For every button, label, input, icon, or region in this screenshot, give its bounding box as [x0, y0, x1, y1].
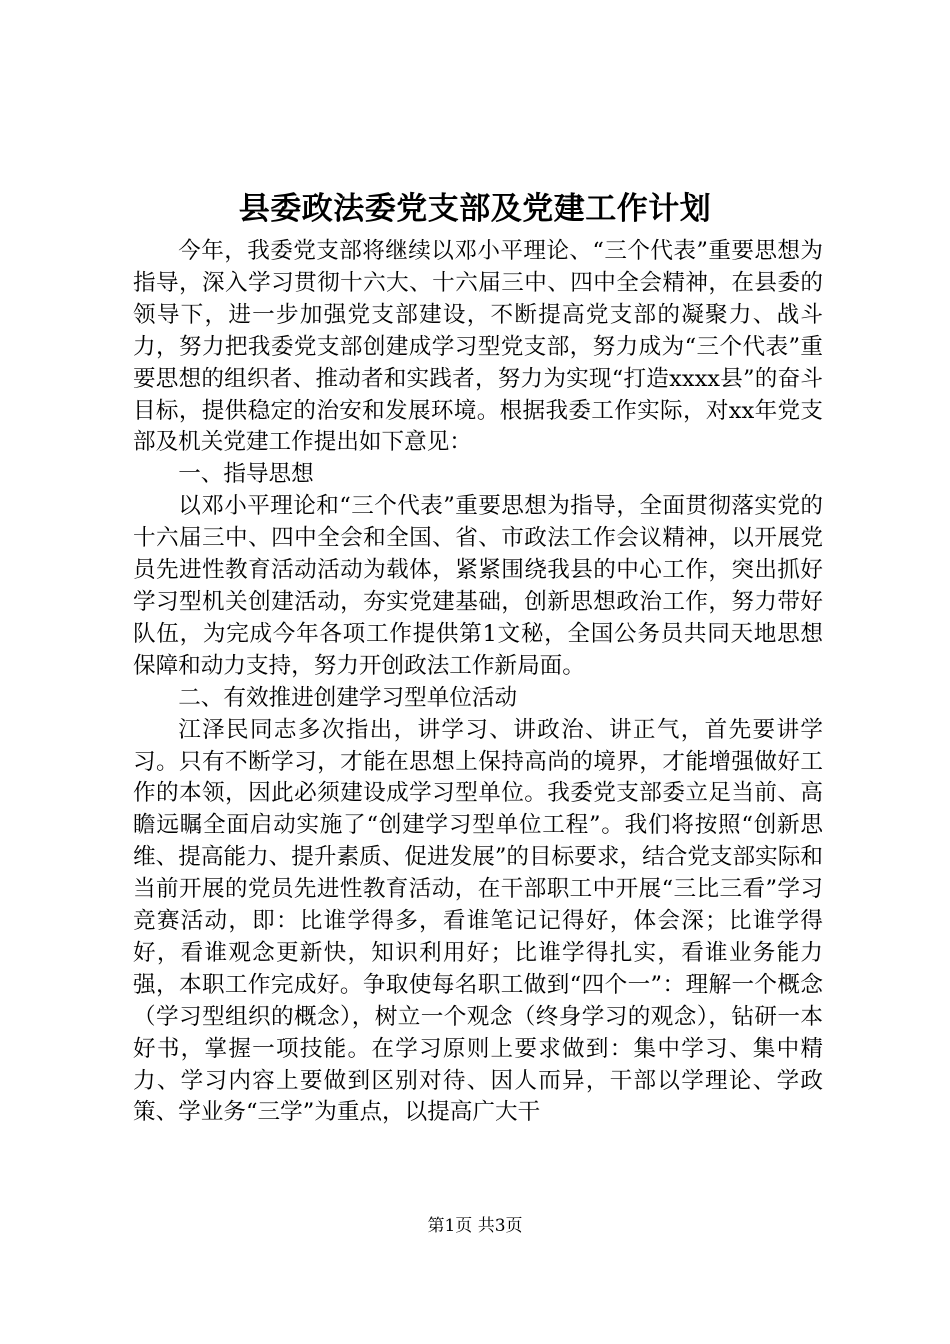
guiding-ideology-paragraph: 以邓小平理论和“三个代表”重要思想为指导，全面贯彻落实党的十六届三中、四中全会和全国、省、市政法工作会议精神，以开展党员先进性教育活动活动为载体，紧紧围绕我县的中心工作，突出抓好学习型机关创建活动，夯实党建基础，创新思想政治工作，努力带好队伍，为完成今年各项工作提供第1文秘，全国公务员共同天地思想保障和动力支持，努力开创政法工作新局面。 [133, 493, 823, 679]
page-footer: 第1页 共3页 [427, 1216, 523, 1236]
intro-paragraph: 今年，我委党支部将继续以邓小平理论、“三个代表”重要思想为指导，深入学习贯彻十六大、十六届三中、四中全会精神，在县委的领导下，进一步加强党支部建设，不断提高党支部的凝聚力、战斗力，努力把我委党支部创建成学习型党支部，努力成为“三个代表”重要思想的组织者、推动者和实践者，努力为实现“打造xxxx县”的奋斗目标，提供稳定的治安和发展环境。根据我委工作实际，对xx年党支部及机关党建工作提出如下意见： [133, 238, 823, 456]
document-body [133, 236, 823, 1129]
section-heading-learning-unit: 二、有效推进创建学习型单位活动 [178, 684, 518, 711]
document-title: 县委政法委党支部及党建工作计划 [238, 191, 712, 227]
learning-unit-paragraph: 江泽民同志多次指出，讲学习、讲政治、讲正气，首先要讲学习。只有不断学习，才能在思想上保持高尚的境界，才能增强做好工作的本领，因此必须建设成学习型单位。我委党支部委立足当前、高瞻远瞩全面启动实施了“创建学习型单位工程”。我们将按照“创新思维、提高能力、提升素质、促进发展”的目标要求，结合党支部实际和当前开展的党员先进性教育活动，在干部职工中开展“三比三看”学习竞赛活动，即：比谁学得多，看谁笔记记得好，体会深；比谁学得好，看谁观念更新快，知识利用好；比谁学得扎实，看谁业务能力强，本职工作完成好。争取使每名职工做到“四个一”：理解一个概念（学习型组织的概念），树立一个观念（终身学习的观念），钻研一本好书，掌握一项技能。在学习原则上要求做到：集中学习、集中精力、学习内容上要做到区别对待、因人而异，干部以学理论、学政策、学业务“三学”为重点，以提高广大干 [133, 716, 823, 1126]
section-heading-guiding-ideology: 一、指导思想 [178, 461, 314, 488]
